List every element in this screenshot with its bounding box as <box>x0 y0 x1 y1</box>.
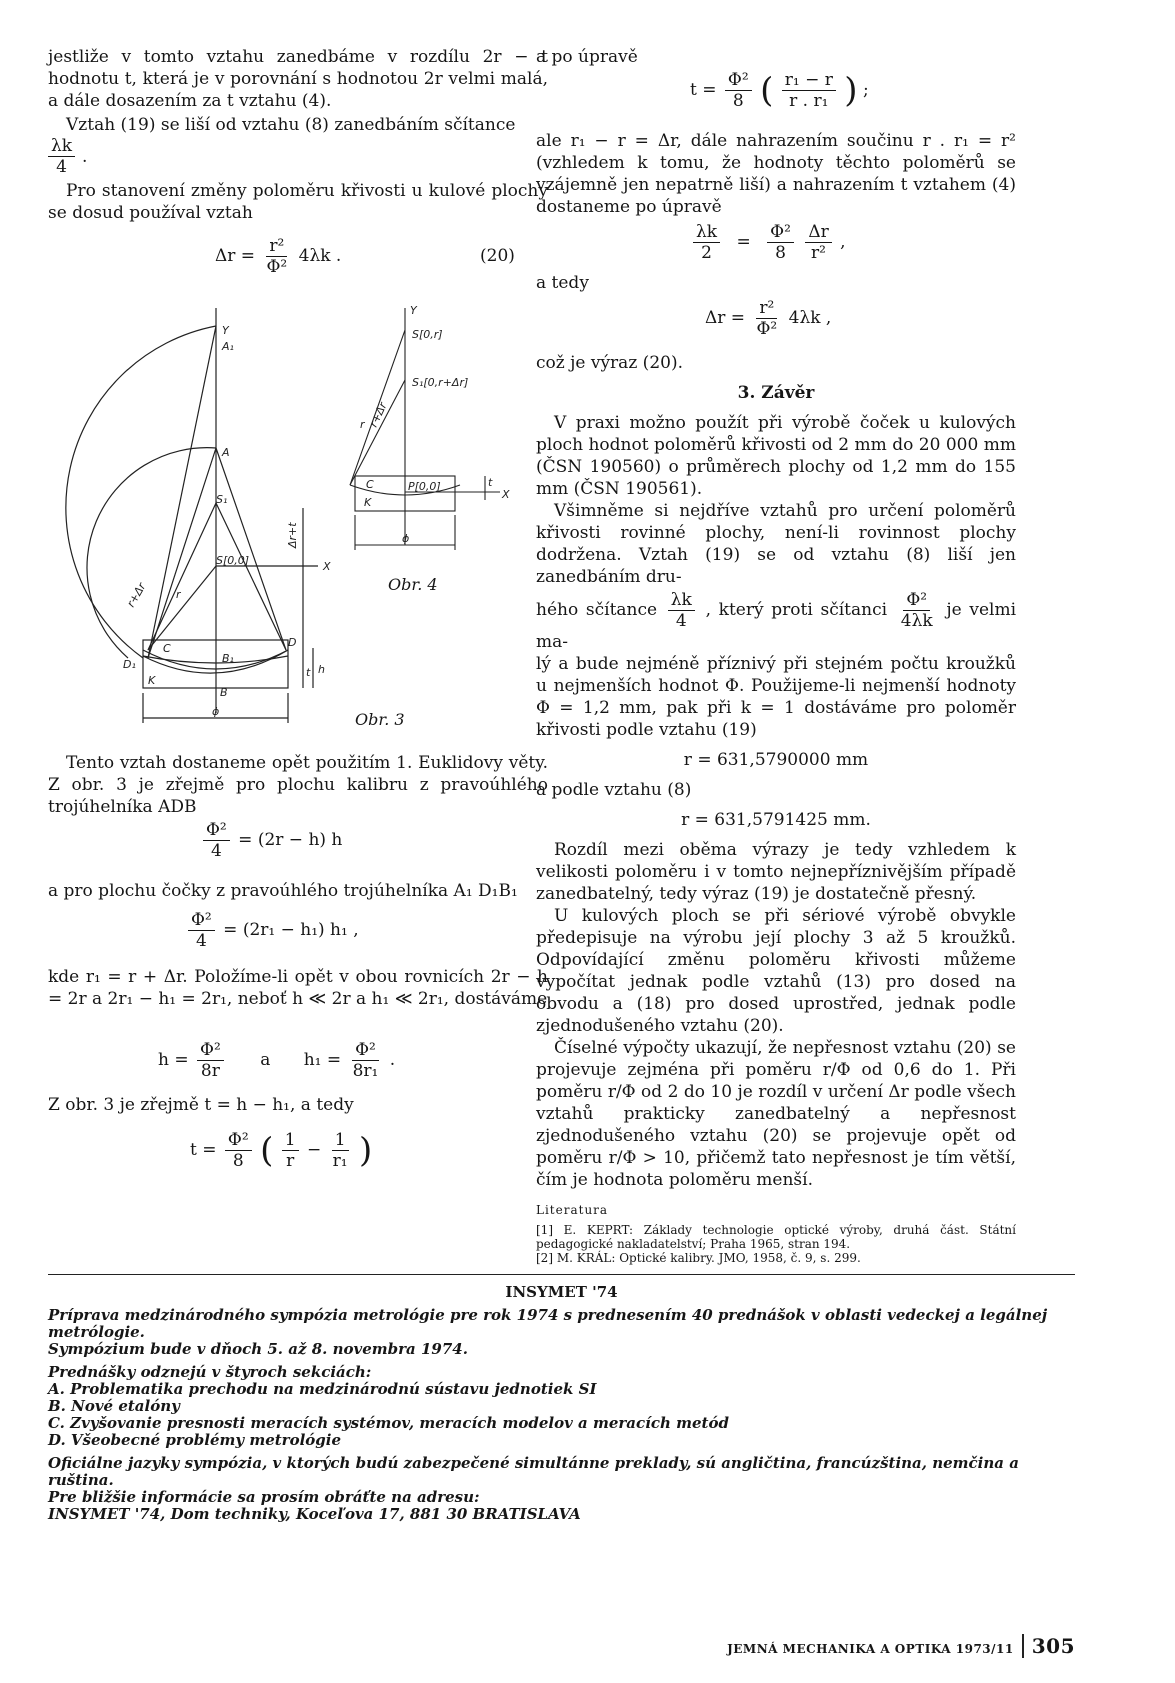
divider <box>48 1274 1075 1275</box>
fig3-label: r+Δr <box>124 580 149 610</box>
references <box>536 1203 1016 1265</box>
fig4-label: K <box>364 496 372 509</box>
inline-fraction: $\frac{\lambda k}{4}$ . <box>48 136 548 180</box>
paragraph: a po úpravě <box>536 47 638 67</box>
fig4-label: C <box>366 478 374 491</box>
page-footer <box>727 1634 1075 1658</box>
fig3-label: X <box>323 560 331 573</box>
fig3-label: t <box>306 666 311 679</box>
paragraph: kde r₁ = r + Δr. Položíme-li opět v obou rovnicích 2r − h = 2r a 2r₁ − h₁ = 2r₁, neboť h ≪ 2r a h₁ ≪ 2r₁, dostáváme <box>48 967 548 1009</box>
announcement-line: Sympózium bude v dňoch 5. až 8. novembra 1974. <box>48 1340 468 1358</box>
fig3-label: D₁ <box>123 658 136 671</box>
fig3-label: Δr+t <box>286 522 299 548</box>
paragraph: Pro stanovení změny poloměru křivosti u kulové plochy se dosud používal vztah <box>48 181 548 223</box>
journal-name: JEMNÁ MECHANIKA A OPTIKA 1973/11 <box>727 1642 1014 1656</box>
fig4-label: S₁[0,r+Δr] <box>412 376 469 389</box>
figure-4-diagram <box>340 300 520 560</box>
fig3-label: A₁ <box>222 340 234 353</box>
paragraph: Číselné výpočty ukazují, že nepřesnost vztahu (20) se projevuje zejména při poměru r/Φ od 0,6 do 1. Při poměru r/Φ od 2 do 10 je rozdíl v určení Δr podle všech vztahů prakticky zanedbatelný a nepřesnost zjednodušeného vztahu (20) se projevuje opět od poměru r/Φ > 10, přičemž tato nepřesnost je tím větší, čím je hodnota poloměru menší. <box>536 1038 1016 1190</box>
fig3-label: A <box>222 446 230 459</box>
section-heading: 3. Závěr <box>737 383 815 403</box>
fig4-label: P[0,0] <box>408 480 441 493</box>
paragraph: a podle vztahu (8) <box>536 780 692 800</box>
fig3-label: S[0,0] <box>216 554 250 567</box>
fig3-label: S₁ <box>216 493 228 506</box>
paragraph: ale r₁ − r = Δr, dále nahrazením součinu r . r₁ = r² (vzhledem k tomu, že hodnoty těchto poloměrů se vzájemně jen nepatrně liší) a nahrazením t vztahem (4) dostaneme po úpravě <box>536 131 1016 217</box>
conclusion-section <box>536 382 1016 1265</box>
paragraph: Vztah (19) se liší od vztahu (8) zanedbáním sčítance <box>66 115 516 135</box>
paragraph: lý a bude nejméně příznivý při stejném počtu kroužků u nejmenších hodnot Φ. Použijeme-li nejmenší hodnoty Φ = 1,2 mm, pak při k = 1 dostáváme pro poloměr křivosti podle vztahu (19) <box>536 654 1016 740</box>
equation-r1: r = 631,5790000 mm <box>683 750 869 770</box>
equation-lambda-k: $\frac{\lambda k}{2}$ = $\frac{\text{Φ²}}{8}$ $\frac{\Delta r}{\text{r²}}$ , <box>690 222 846 263</box>
left-column <box>48 46 548 224</box>
section-item: A. Problematika prechodu na medzinárodnú sústavu jednotiek SI <box>48 1380 597 1398</box>
reference-item: [1] E. KEPRT: Základy technologie optické výroby, druhá část. Státní pedagogické nakladatelství; Praha 1965, stran 194. <box>536 1223 1016 1251</box>
insymet-announcement <box>48 1284 1075 1523</box>
fig3-label: D <box>288 636 297 649</box>
paragraph: V praxi možno použít při výrobě čoček u kulových ploch hodnot poloměrů křivosti od 2 mm do 20 000 mm (ČSN 190560) o průměrech plochy od 1,2 mm do 155 mm (ČSN 190561). <box>536 413 1016 499</box>
fig4-label: Y <box>410 304 417 317</box>
paragraph: a pro plochu čočky z pravoúhlého trojúhelníka A₁ D₁B₁ <box>48 881 518 901</box>
fig3-label: B₁ <box>222 652 234 665</box>
equation-a1d1b1: $\frac{\text{Φ²}}{4}$ = (2r₁ − h₁) h₁ , <box>185 910 359 951</box>
paragraph-inline-fraction: hého sčítance $\frac{\lambda k}{4}$ , který proti sčítanci $\frac{\text{Φ²}}{4\lambda k}$ je velmi ma- <box>536 590 1017 652</box>
fig4-label: S[0,r] <box>412 328 443 341</box>
equation-20: Δr = $\frac{\text{r²}}{\text{Φ²}}$ 4λk . <box>215 236 342 277</box>
equation-t: t = $\frac{\text{Φ²}}{8}$ ( $\frac{1}{r}$ − $\frac{1}{\text{r₁}}$ ) <box>190 1130 373 1171</box>
announcement-line: Príprava medzinárodného sympózia metrológie pre rok 1974 s prednesením 40 prednášok v oblasti vedeckej a legálnej metrólogie. <box>48 1306 1048 1341</box>
fig3-label: Y <box>222 324 229 337</box>
fig3-label: C <box>163 642 171 655</box>
paragraph: U kulových ploch se při sériové výrobě obvykle předepisuje na výrobu její plochy 3 až 5 kroužků. Odpovídající změnu poloměru křivosti můžeme vypočítat jednak podle vztahů (13) pro dosed na obvodu a (18) pro dosed uprostřed, jednak podle zjednodušeného vztahu (20). <box>536 906 1016 1036</box>
announcement-line: Prednášky odznejú v štyroch sekciách: <box>48 1363 372 1381</box>
equation-number: (20) <box>480 246 515 266</box>
figure-3-diagram <box>48 298 358 728</box>
fig4-label: t <box>488 476 493 489</box>
fig4-label: X <box>502 488 510 501</box>
fig3-label: B <box>220 686 228 699</box>
section-item: B. Nové etalóny <box>48 1397 180 1415</box>
announcement-line: Pre bližšie informácie sa prosím obráťte na adresu: <box>48 1488 480 1506</box>
section-item: D. Všeobecné problémy metrológie <box>48 1431 342 1449</box>
paragraph: Rozdíl mezi oběma výrazy je tedy vzhledem k velikosti poloměru i v tomto nejnepříznivějším případě zanedbatelný, tedy výraz (19) je dostatečně přesný. <box>536 840 1016 904</box>
announcement-title: INSYMET '74 <box>505 1283 618 1301</box>
announcement-address: INSYMET '74, Dom techniky, Koceľova 17, 881 30 BRATISLAVA <box>48 1505 581 1523</box>
fig3-label: ϕ <box>212 705 220 718</box>
announcement-line: Oficiálne jazyky sympózia, v ktorých budú zabezpečené simultánne preklady, sú angličtina, francúzština, nemčina a ruština. <box>48 1454 1019 1489</box>
equation-t-simplified: t = $\frac{\text{Φ²}}{8}$ ( $\frac{\text{r₁ − r}}{\text{r . r₁}}$ ) ; <box>690 70 869 111</box>
fig3-label: r <box>176 588 181 601</box>
page-number: 305 <box>1022 1634 1075 1658</box>
fig4-label: ϕ <box>402 532 410 545</box>
equation-delta-r: Δr = $\frac{\text{r²}}{\text{Φ²}}$ 4λk , <box>705 298 832 339</box>
paragraph: a tedy <box>536 273 589 293</box>
left-column-lower <box>48 752 548 818</box>
fig3-label: K <box>148 674 156 687</box>
fig4-label: r <box>360 418 365 431</box>
equation-h-h1: h = $\frac{\text{Φ²}}{8r}$ a h₁ = $\frac{\text{Φ²}}{\text{8r₁}}$ . <box>158 1040 396 1081</box>
fig4-label: r+Δr <box>366 400 390 430</box>
paragraph: Tento vztah dostaneme opět použitím 1. Euklidovy věty. Z obr. 3 je zřejmě pro plochu kalibru z pravoúhlého trojúhelníka ADB <box>48 753 548 817</box>
equation-r2: r = 631,5791425 mm. <box>681 810 871 830</box>
fig3-label: h <box>318 663 325 676</box>
references-title: Literatura <box>536 1203 609 1217</box>
figure-3-caption: Obr. 3 <box>355 710 405 729</box>
reference-item: [2] M. KRÁL: Optické kalibry. JMO, 1958, č. 9, s. 299. <box>536 1251 861 1265</box>
paragraph: Z obr. 3 je zřejmě t = h − h₁, a tedy <box>48 1095 354 1115</box>
section-item: C. Zvyšovanie presnosti meracích systémov, meracích modelov a meracích metód <box>48 1414 729 1432</box>
paragraph: jestliže v tomto vztahu zanedbáme v rozdílu 2r − t hodnotu t, která je v porovnání s hodnotou 2r velmi malá, a dále dosazením za t vztahu (4). <box>48 47 548 111</box>
equation-adb: $\frac{\text{Φ²}}{4}$ = (2r − h) h <box>200 820 342 861</box>
paragraph: což je výraz (20). <box>536 353 683 373</box>
paragraph: Všimněme si nejdříve vztahů pro určení poloměrů křivosti rovinné plochy, není-li rovinnost plochy dodržena. Vztah (19) se od vztahu (8) liší jen zanedbáním dru- <box>536 501 1016 587</box>
figure-4-caption: Obr. 4 <box>388 575 438 594</box>
